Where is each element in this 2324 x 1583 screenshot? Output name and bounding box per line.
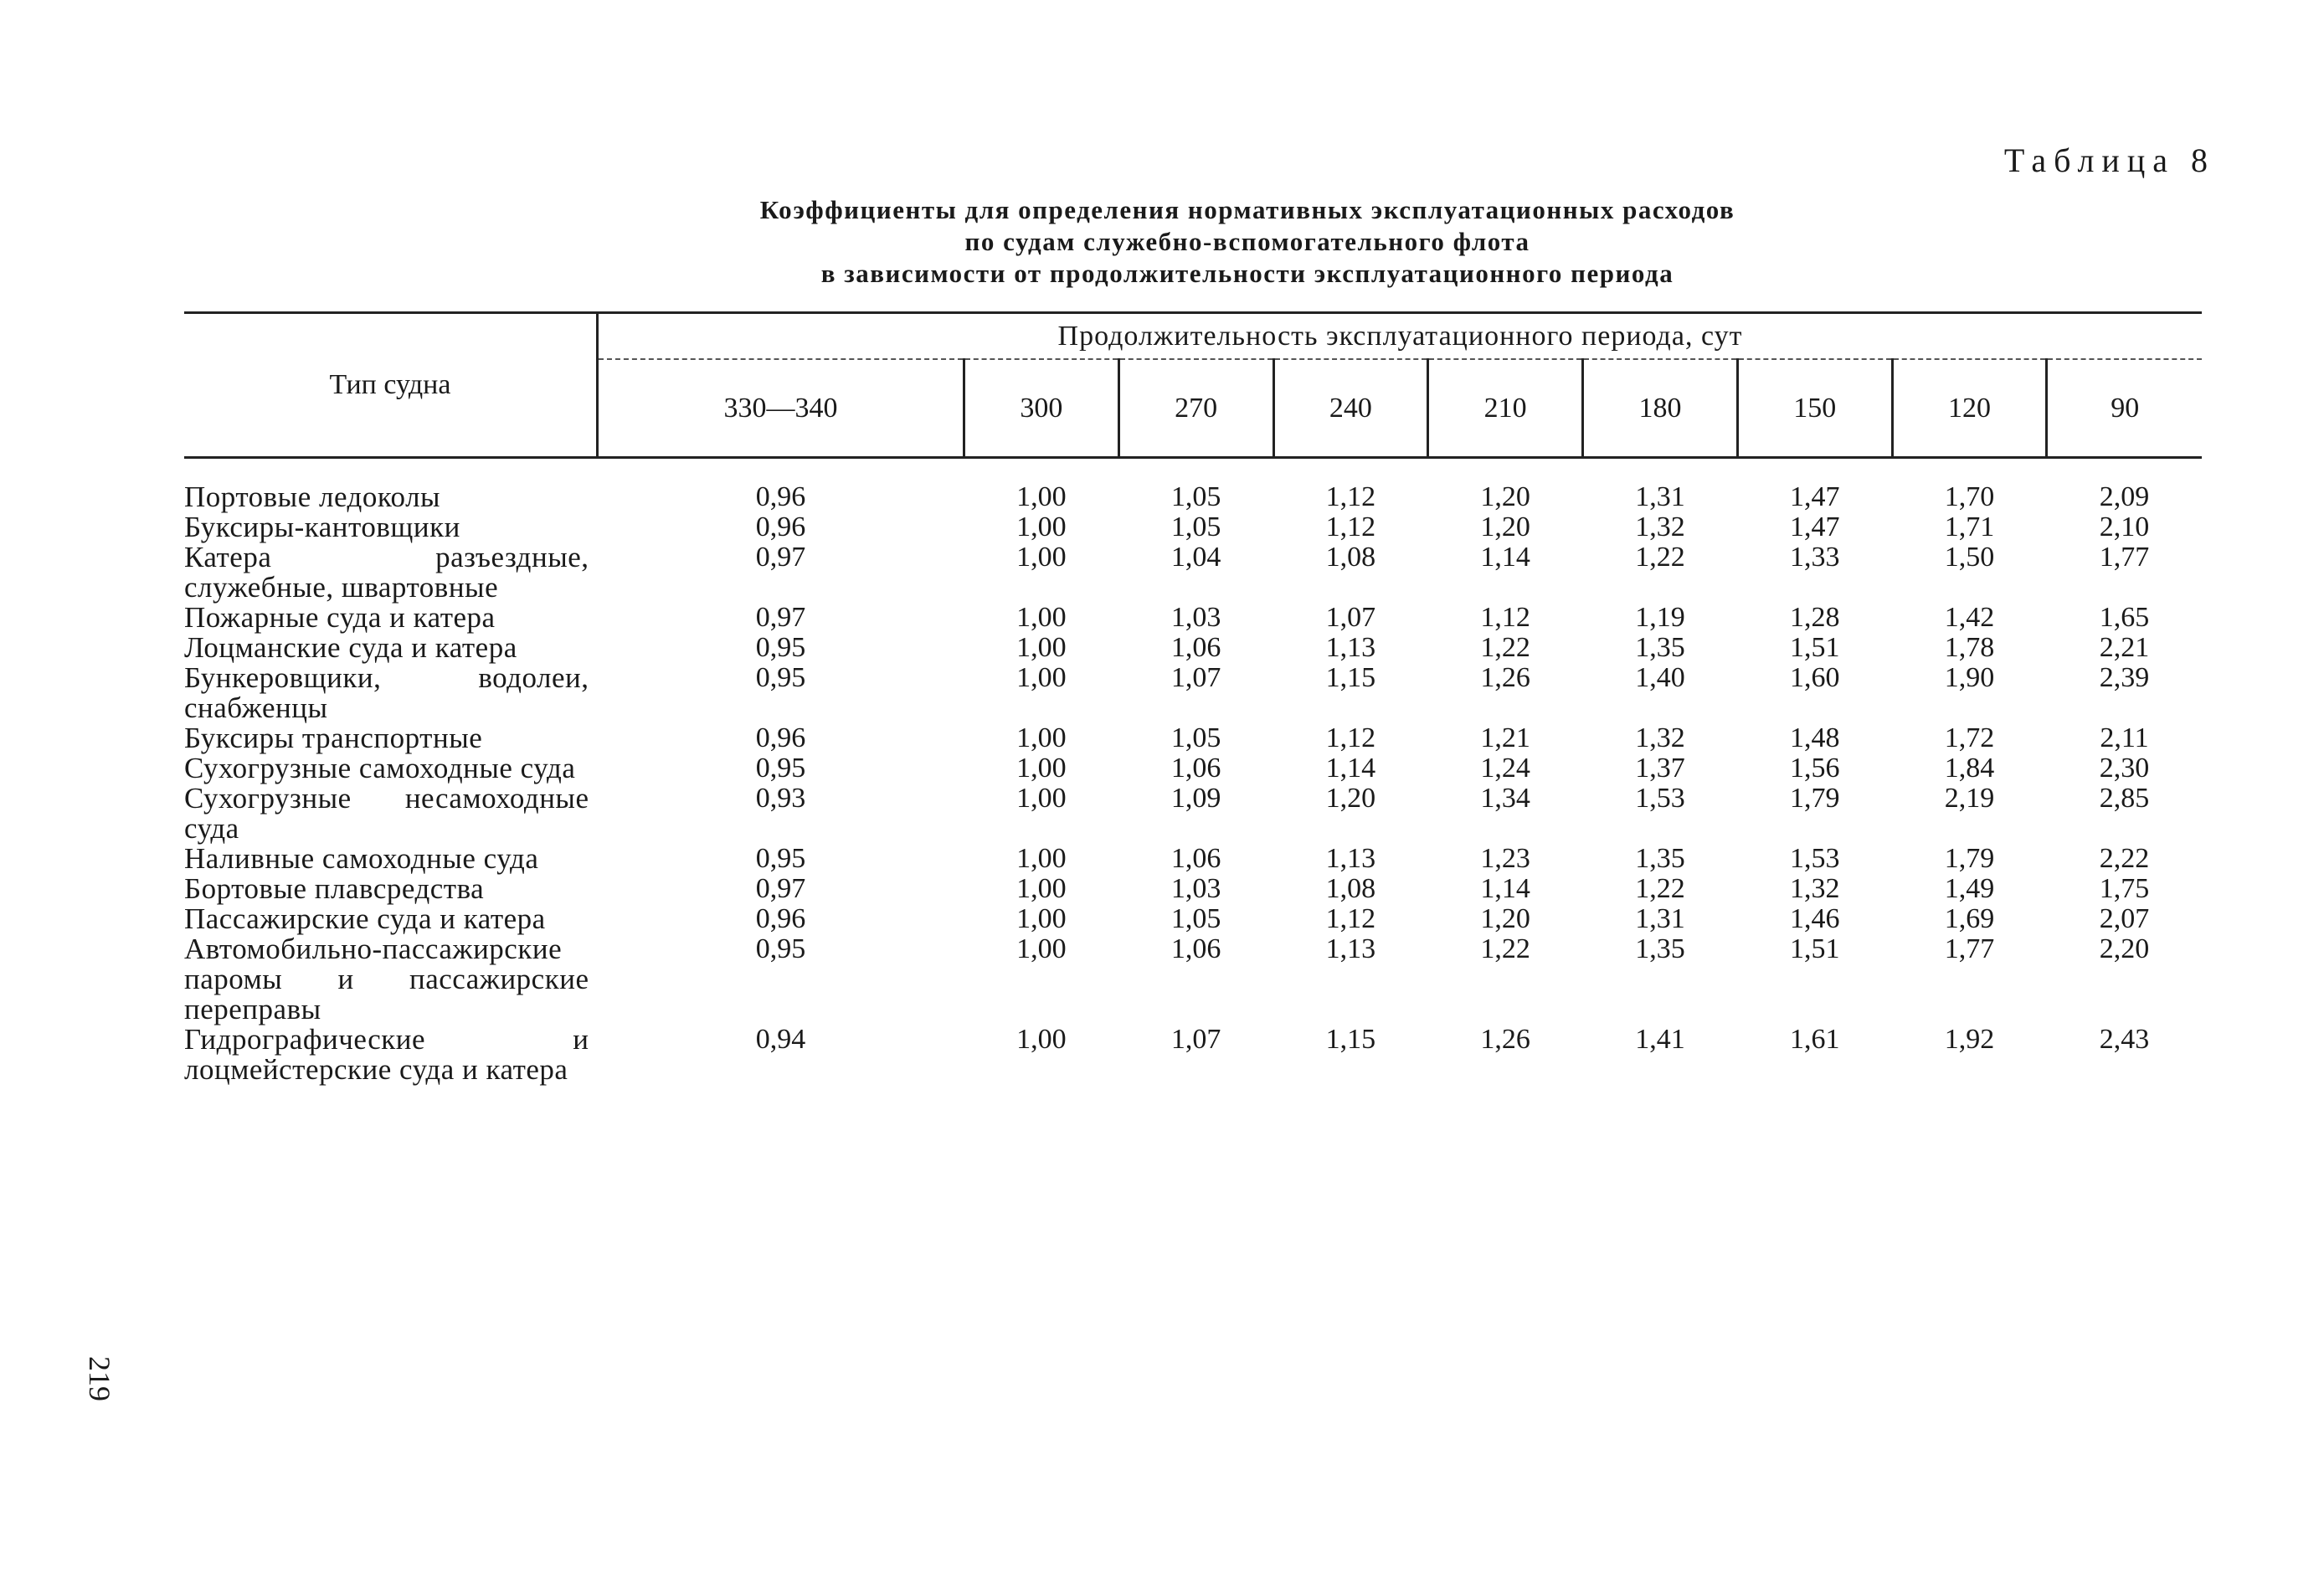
coefficient-cell: 1,00 [1016,722,1067,753]
table-row [184,874,2202,904]
coefficient-cell: 1,12 [1325,481,1376,512]
coefficient-cell: 1,00 [1016,511,1067,542]
coefficient-cell: 1,05 [1170,722,1221,753]
coefficient-cell: 1,24 [1480,753,1530,784]
coefficient-cell: 0,97 [755,602,806,633]
table-row [184,663,2202,723]
coefficient-cell: 1,12 [1325,903,1376,934]
coefficient-cell: 1,61 [1789,1024,1840,1055]
coefficient-cell: 1,22 [1480,933,1530,964]
vessel-type-cell: Пассажирские суда и катера [184,902,546,935]
header-period: 300 [964,359,1118,457]
coefficient-cell: 1,00 [1016,873,1067,904]
table-row [184,603,2202,633]
coefficient-cell: 1,32 [1635,511,1685,542]
vessel-type-cell: Портовые ледоколы [184,481,441,513]
coefficient-cell: 0,96 [755,511,806,542]
header-period: 90 [2047,359,2202,457]
vessel-type-cell: Лоцманские суда и катера [184,631,517,664]
table-row [184,633,2202,663]
table-number: Таблица 8 [2003,141,2215,179]
coefficient-cell: 1,00 [1016,632,1067,663]
coefficient-cell: 1,20 [1325,783,1376,814]
title-line: Коэффициенты для определения нормативных эксплуатационных расходов [759,195,1735,224]
coefficient-cell: 1,78 [1944,632,1995,663]
coefficient-cell: 1,00 [1016,933,1067,964]
coefficient-cell: 1,31 [1635,903,1685,934]
coefficient-cell: 1,28 [1789,602,1840,633]
vessel-type-cell: Бункеровщики, водолеи, снабженцы [184,661,589,724]
coefficient-cell: 1,60 [1789,662,1840,693]
coefficient-cell: 1,23 [1480,843,1530,874]
coefficient-cell: 1,08 [1325,542,1376,573]
coefficient-cell: 2,11 [2100,722,2149,753]
coefficient-cell: 1,51 [1789,933,1840,964]
header-period: 120 [1892,359,2047,457]
coefficient-cell: 2,39 [2099,662,2150,693]
coefficient-cell: 1,00 [1016,903,1067,934]
coefficient-cell: 1,21 [1480,722,1530,753]
coefficient-cell: 1,53 [1789,843,1840,874]
coefficient-cell: 2,30 [2099,753,2150,784]
table-row [184,482,2202,512]
coefficient-cell: 1,14 [1325,753,1376,784]
coefficient-cell: 1,26 [1480,1024,1530,1055]
vessel-type-cell: Гидрографические и лоцмейстерские суда и катера [184,1023,589,1086]
table-title [536,194,1959,290]
coefficient-cell: 1,33 [1789,542,1840,573]
coefficient-cell: 2,10 [2099,511,2150,542]
header-period: 270 [1118,359,1273,457]
coefficient-cell: 1,20 [1480,511,1530,542]
coefficient-cell: 1,00 [1016,783,1067,814]
coefficient-cell: 1,90 [1944,662,1995,693]
coefficient-cell: 1,32 [1789,873,1840,904]
coefficient-cell: 1,53 [1635,783,1685,814]
header-period: 210 [1428,359,1583,457]
vessel-type-cell: Буксиры транспортные [184,722,483,754]
coefficient-cell: 1,12 [1325,511,1376,542]
coefficient-cell: 1,00 [1016,843,1067,874]
coefficient-cell: 1,50 [1944,542,1995,573]
page-number: 219 [83,1356,116,1401]
coefficient-cell: 1,51 [1789,632,1840,663]
table-row [184,1025,2202,1085]
coefficient-cell: 1,46 [1789,903,1840,934]
table-row [184,934,2202,1025]
coefficient-cell: 1,13 [1325,843,1376,874]
coefficient-cell: 1,41 [1635,1024,1685,1055]
vessel-type-cell: Сухогрузные несамоходные суда [184,782,589,845]
coefficient-cell: 0,97 [755,873,806,904]
coefficient-cell: 1,00 [1016,1024,1067,1055]
coefficient-cell: 2,20 [2099,933,2150,964]
coefficient-cell: 2,43 [2099,1024,2150,1055]
coefficient-cell: 1,79 [1789,783,1840,814]
coefficient-cell: 1,14 [1480,873,1530,904]
coefficient-cell: 1,32 [1635,722,1685,753]
coefficient-cell: 1,79 [1944,843,1995,874]
coefficient-cell: 1,92 [1944,1024,1995,1055]
coefficient-cell: 1,71 [1944,511,1995,542]
coefficient-cell: 1,07 [1170,662,1221,693]
coefficient-cell: 1,07 [1170,1024,1221,1055]
coefficient-cell: 2,85 [2099,783,2150,814]
coefficient-cell: 1,65 [2099,602,2150,633]
coefficient-cell: 1,00 [1016,662,1067,693]
coefficient-cell: 0,95 [755,632,806,663]
coefficient-cell: 2,22 [2099,843,2150,874]
coefficient-cell: 1,47 [1789,481,1840,512]
coefficient-cell: 1,04 [1170,542,1221,573]
header-period-group: Продолжительность эксплуатационного периода, сут [598,313,2203,360]
header-period: 240 [1273,359,1428,457]
header-period: 330—340 [598,359,964,457]
coefficient-cell: 2,07 [2099,903,2150,934]
coefficient-cell: 1,14 [1480,542,1530,573]
coefficient-cell: 0,97 [755,542,806,573]
header-vessel-type: Тип судна [184,313,598,458]
coefficient-cell: 2,19 [1944,783,1995,814]
coefficient-cell: 0,95 [755,843,806,874]
coefficient-cell: 1,03 [1170,602,1221,633]
coefficient-cell: 1,03 [1170,873,1221,904]
coefficient-cell: 0,95 [755,753,806,784]
vessel-type-cell: Наливные самоходные суда [184,842,539,875]
coefficient-cell: 1,22 [1635,873,1685,904]
coefficient-cell: 1,06 [1170,933,1221,964]
table-row [184,844,2202,874]
coefficient-cell: 1,00 [1016,602,1067,633]
coefficient-cell: 1,35 [1635,933,1685,964]
coefficient-cell: 1,20 [1480,903,1530,934]
coefficient-cell: 1,09 [1170,783,1221,814]
vessel-type-cell: Сухогрузные самоходные суда [184,752,576,784]
coefficient-cell: 1,12 [1325,722,1376,753]
vessel-type-cell: Катера разъездные, служебные, швартовные [184,541,589,604]
coefficient-cell: 1,19 [1635,602,1685,633]
coefficient-cell: 1,06 [1170,632,1221,663]
table-row [184,542,2202,603]
vessel-type-cell: Автомобильно-пассажирские паромы и пассажирские переправы [184,933,589,1025]
table-row [184,723,2202,753]
coefficient-cell: 1,77 [2099,542,2150,573]
coefficient-cell: 1,69 [1944,903,1995,934]
coefficient-cell: 1,05 [1170,511,1221,542]
coefficient-cell: 1,15 [1325,1024,1376,1055]
coefficient-cell: 1,05 [1170,903,1221,934]
coefficient-cell: 1,48 [1789,722,1840,753]
coefficient-cell: 0,93 [755,783,806,814]
coefficient-cell: 1,34 [1480,783,1530,814]
vessel-type-cell: Пожарные суда и катера [184,601,496,634]
coefficient-cell: 1,13 [1325,632,1376,663]
coefficient-cell: 1,72 [1944,722,1995,753]
coefficient-cell: 1,06 [1170,843,1221,874]
coefficient-cell: 1,13 [1325,933,1376,964]
coefficient-cell: 1,47 [1789,511,1840,542]
coefficient-cell: 1,07 [1325,602,1376,633]
table-row [184,904,2202,934]
coefficients-table [184,311,2202,1085]
coefficient-cell: 0,95 [755,662,806,693]
coefficient-cell: 1,84 [1944,753,1995,784]
table-row [184,512,2202,542]
vessel-type-cell: Бортовые плавсредства [184,872,485,905]
vessel-type-cell: Буксиры-кантовщики [184,511,460,543]
coefficient-cell: 1,26 [1480,662,1530,693]
title-line: в зависимости от продолжительности эксплуатационного периода [820,259,1674,288]
coefficient-cell: 2,21 [2099,632,2150,663]
coefficient-cell: 1,22 [1480,632,1530,663]
coefficient-cell: 1,77 [1944,933,1995,964]
coefficient-cell: 1,75 [2099,873,2150,904]
table-row [184,753,2202,784]
title-line: по судам служебно-вспомогательного флота [964,227,1530,256]
coefficient-cell: 1,22 [1635,542,1685,573]
coefficient-cell: 1,20 [1480,481,1530,512]
table-row [184,784,2202,844]
coefficient-cell: 1,00 [1016,542,1067,573]
coefficient-cell: 1,31 [1635,481,1685,512]
coefficient-cell: 1,35 [1635,843,1685,874]
coefficient-cell: 0,96 [755,722,806,753]
coefficient-cell: 1,15 [1325,662,1376,693]
coefficient-cell: 1,42 [1944,602,1995,633]
coefficient-cell: 0,96 [755,481,806,512]
coefficient-cell: 1,35 [1635,632,1685,663]
header-period: 180 [1583,359,1738,457]
coefficient-cell: 2,09 [2099,481,2150,512]
coefficient-cell: 0,94 [755,1024,806,1055]
coefficient-cell: 1,06 [1170,753,1221,784]
coefficient-cell: 1,12 [1480,602,1530,633]
coefficient-cell: 1,40 [1635,662,1685,693]
coefficient-cell: 1,37 [1635,753,1685,784]
coefficient-cell: 1,70 [1944,481,1995,512]
coefficient-cell: 1,56 [1789,753,1840,784]
coefficient-cell: 1,08 [1325,873,1376,904]
coefficient-cell: 1,00 [1016,481,1067,512]
coefficient-cell: 1,05 [1170,481,1221,512]
coefficient-cell: 1,00 [1016,753,1067,784]
coefficient-cell: 0,95 [755,933,806,964]
coefficient-cell: 1,49 [1944,873,1995,904]
header-period: 150 [1737,359,1892,457]
coefficient-cell: 0,96 [755,903,806,934]
